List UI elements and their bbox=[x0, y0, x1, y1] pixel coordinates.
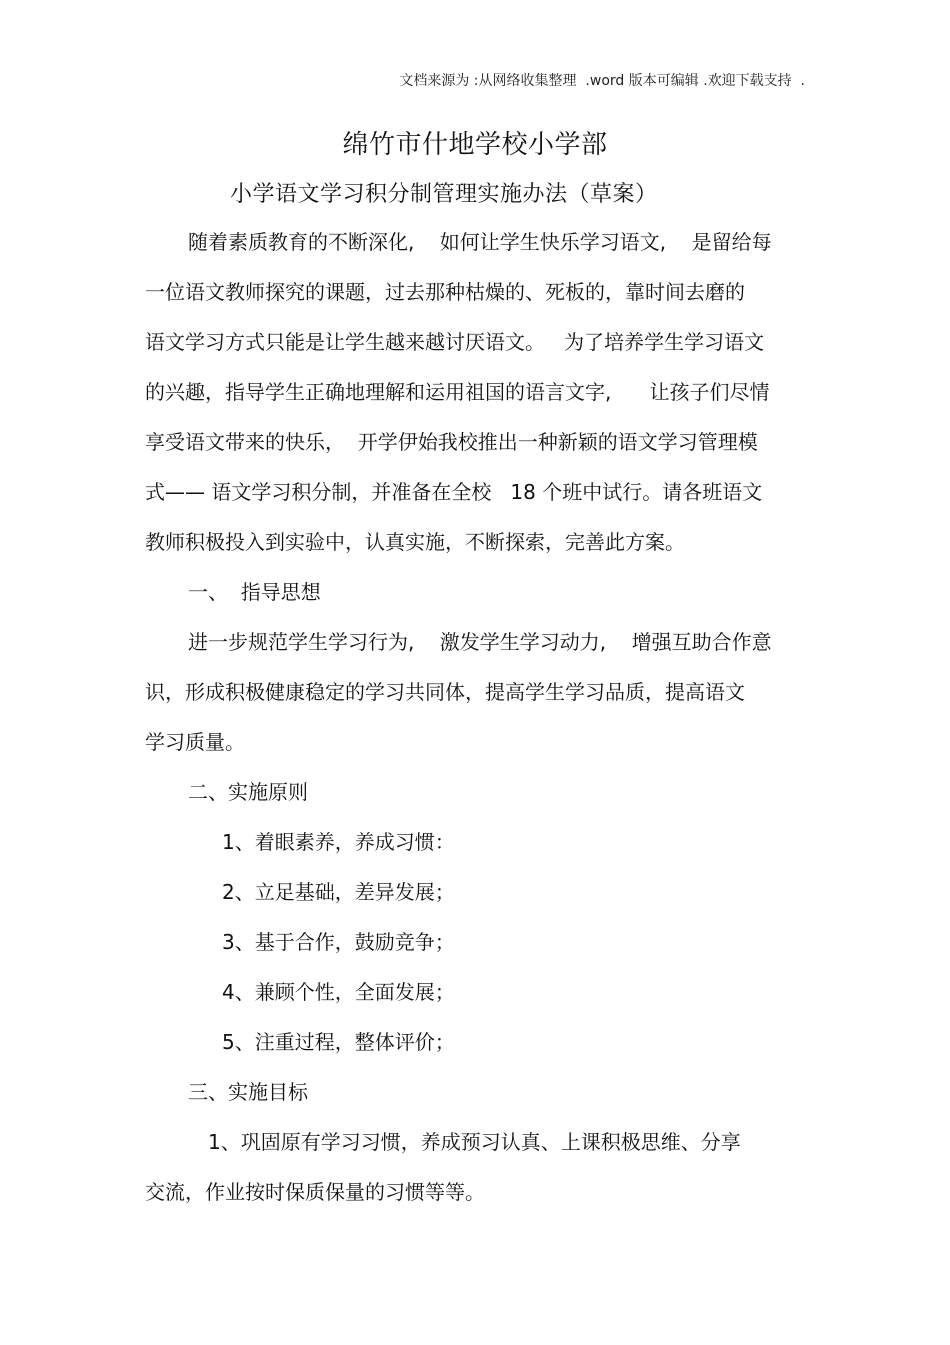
principle-item: 5、注重过程，整体评价； bbox=[222, 1030, 455, 1054]
intro-line: 的兴趣，指导学生正确地理解和运用祖国的语言文字, 让孩子们尽情 bbox=[145, 380, 770, 404]
intro-line: 随着素质教育的不断深化, 如何让学生快乐学习语文, 是留给每 bbox=[188, 230, 772, 254]
document-subtitle: 小学语文学习积分制管理实施办法（草案） bbox=[230, 182, 658, 207]
intro-line: 式—— 语文学习积分制，并准备在全校 18 个班中试行。请各班语文 bbox=[145, 480, 763, 504]
principle-item: 2、立足基础，差异发展； bbox=[222, 880, 455, 904]
principle-item: 4、兼顾个性，全面发展； bbox=[222, 980, 455, 1004]
intro-line: 一位语文教师探究的课题，过去那种枯燥的、死板的，靠时间去磨的 bbox=[145, 280, 745, 304]
section-line: 进一步规范学生学习行为, 激发学生学习动力, 增强互助合作意 bbox=[188, 630, 772, 654]
intro-line: 语文学习方式只能是让学生越来越讨厌语文。 为了培养学生学习语文 bbox=[145, 330, 765, 354]
intro-line: 享受语文带来的快乐， 开学伊始我校推出一种新颖的语文学习管理模 bbox=[145, 430, 758, 454]
section-line: 识，形成积极健康稳定的学习共同体，提高学生学习品质，提高语文 bbox=[145, 680, 745, 704]
principle-item: 1、着眼素养，养成习惯： bbox=[222, 830, 455, 854]
section-heading: 二、实施原则 bbox=[188, 780, 308, 804]
intro-line: 教师积极投入到实验中，认真实施，不断探索，完善此方案。 bbox=[145, 530, 685, 554]
section-line: 1、巩固原有学习习惯，养成预习认真、上课积极思维、分享 bbox=[208, 1130, 741, 1154]
section-line: 交流，作业按时保质保量的习惯等等。 bbox=[145, 1180, 485, 1204]
section-heading: 一、 指导思想 bbox=[188, 580, 321, 604]
section-heading: 三、实施目标 bbox=[188, 1080, 308, 1104]
section-line: 学习质量。 bbox=[145, 730, 245, 754]
header-note: 文档来源为 :从网络收集整理 .word 版本可编辑 .欢迎下载支持 . bbox=[399, 73, 805, 89]
document-title: 绵竹市什地学校小学部 bbox=[342, 130, 608, 160]
principle-item: 3、基于合作，鼓励竞争； bbox=[222, 930, 455, 954]
